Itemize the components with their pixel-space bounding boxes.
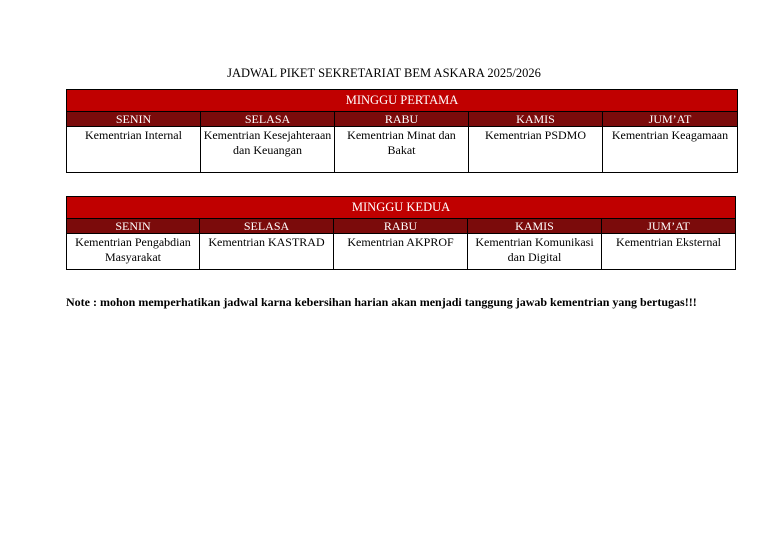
week-1-selasa-cell: Kementrian Kesejahteraan dan Keuangan: [201, 127, 335, 173]
week-2-senin-cell: Kementrian Pengabdian Masyarakat: [67, 234, 200, 270]
week-1-kamis-cell: Kementrian PSDMO: [469, 127, 603, 173]
week-1-rabu-cell: Kementrian Minat dan Bakat: [335, 127, 469, 173]
week-1-jumat-cell: Kementrian Keagamaan: [603, 127, 738, 173]
day-header-selasa: SELASA: [200, 219, 334, 234]
week-2-header: MINGGU KEDUA: [67, 197, 736, 219]
week-2-selasa-cell: Kementrian KASTRAD: [200, 234, 334, 270]
week-1-schedule-table: [66, 89, 738, 173]
day-header-selasa: SELASA: [201, 112, 335, 127]
page-title: JADWAL PIKET SEKRETARIAT BEM ASKARA 2025/2026: [227, 66, 541, 80]
week-1-header: MINGGU PERTAMA: [67, 90, 738, 112]
week-2-jumat-cell: Kementrian Eksternal: [602, 234, 736, 270]
day-header-senin: SENIN: [67, 219, 200, 234]
week-2-rabu-cell: Kementrian AKPROF: [334, 234, 468, 270]
day-header-senin: SENIN: [67, 112, 201, 127]
week-2-kamis-cell: Kementrian Komunikasi dan Digital: [468, 234, 602, 270]
week-1-senin-cell: Kementrian Internal: [67, 127, 201, 173]
day-header-kamis: KAMIS: [469, 112, 603, 127]
day-header-kamis: KAMIS: [468, 219, 602, 234]
day-header-rabu: RABU: [334, 219, 468, 234]
day-header-jumat: JUM’AT: [603, 112, 738, 127]
day-header-jumat: JUM’AT: [602, 219, 736, 234]
week-2-schedule-table: [66, 196, 736, 270]
day-header-rabu: RABU: [335, 112, 469, 127]
note-text: Note : mohon memperhatikan jadwal karna kebersihan harian akan menjadi tanggung jawab kementrian yang bertugas!!!: [66, 295, 697, 309]
